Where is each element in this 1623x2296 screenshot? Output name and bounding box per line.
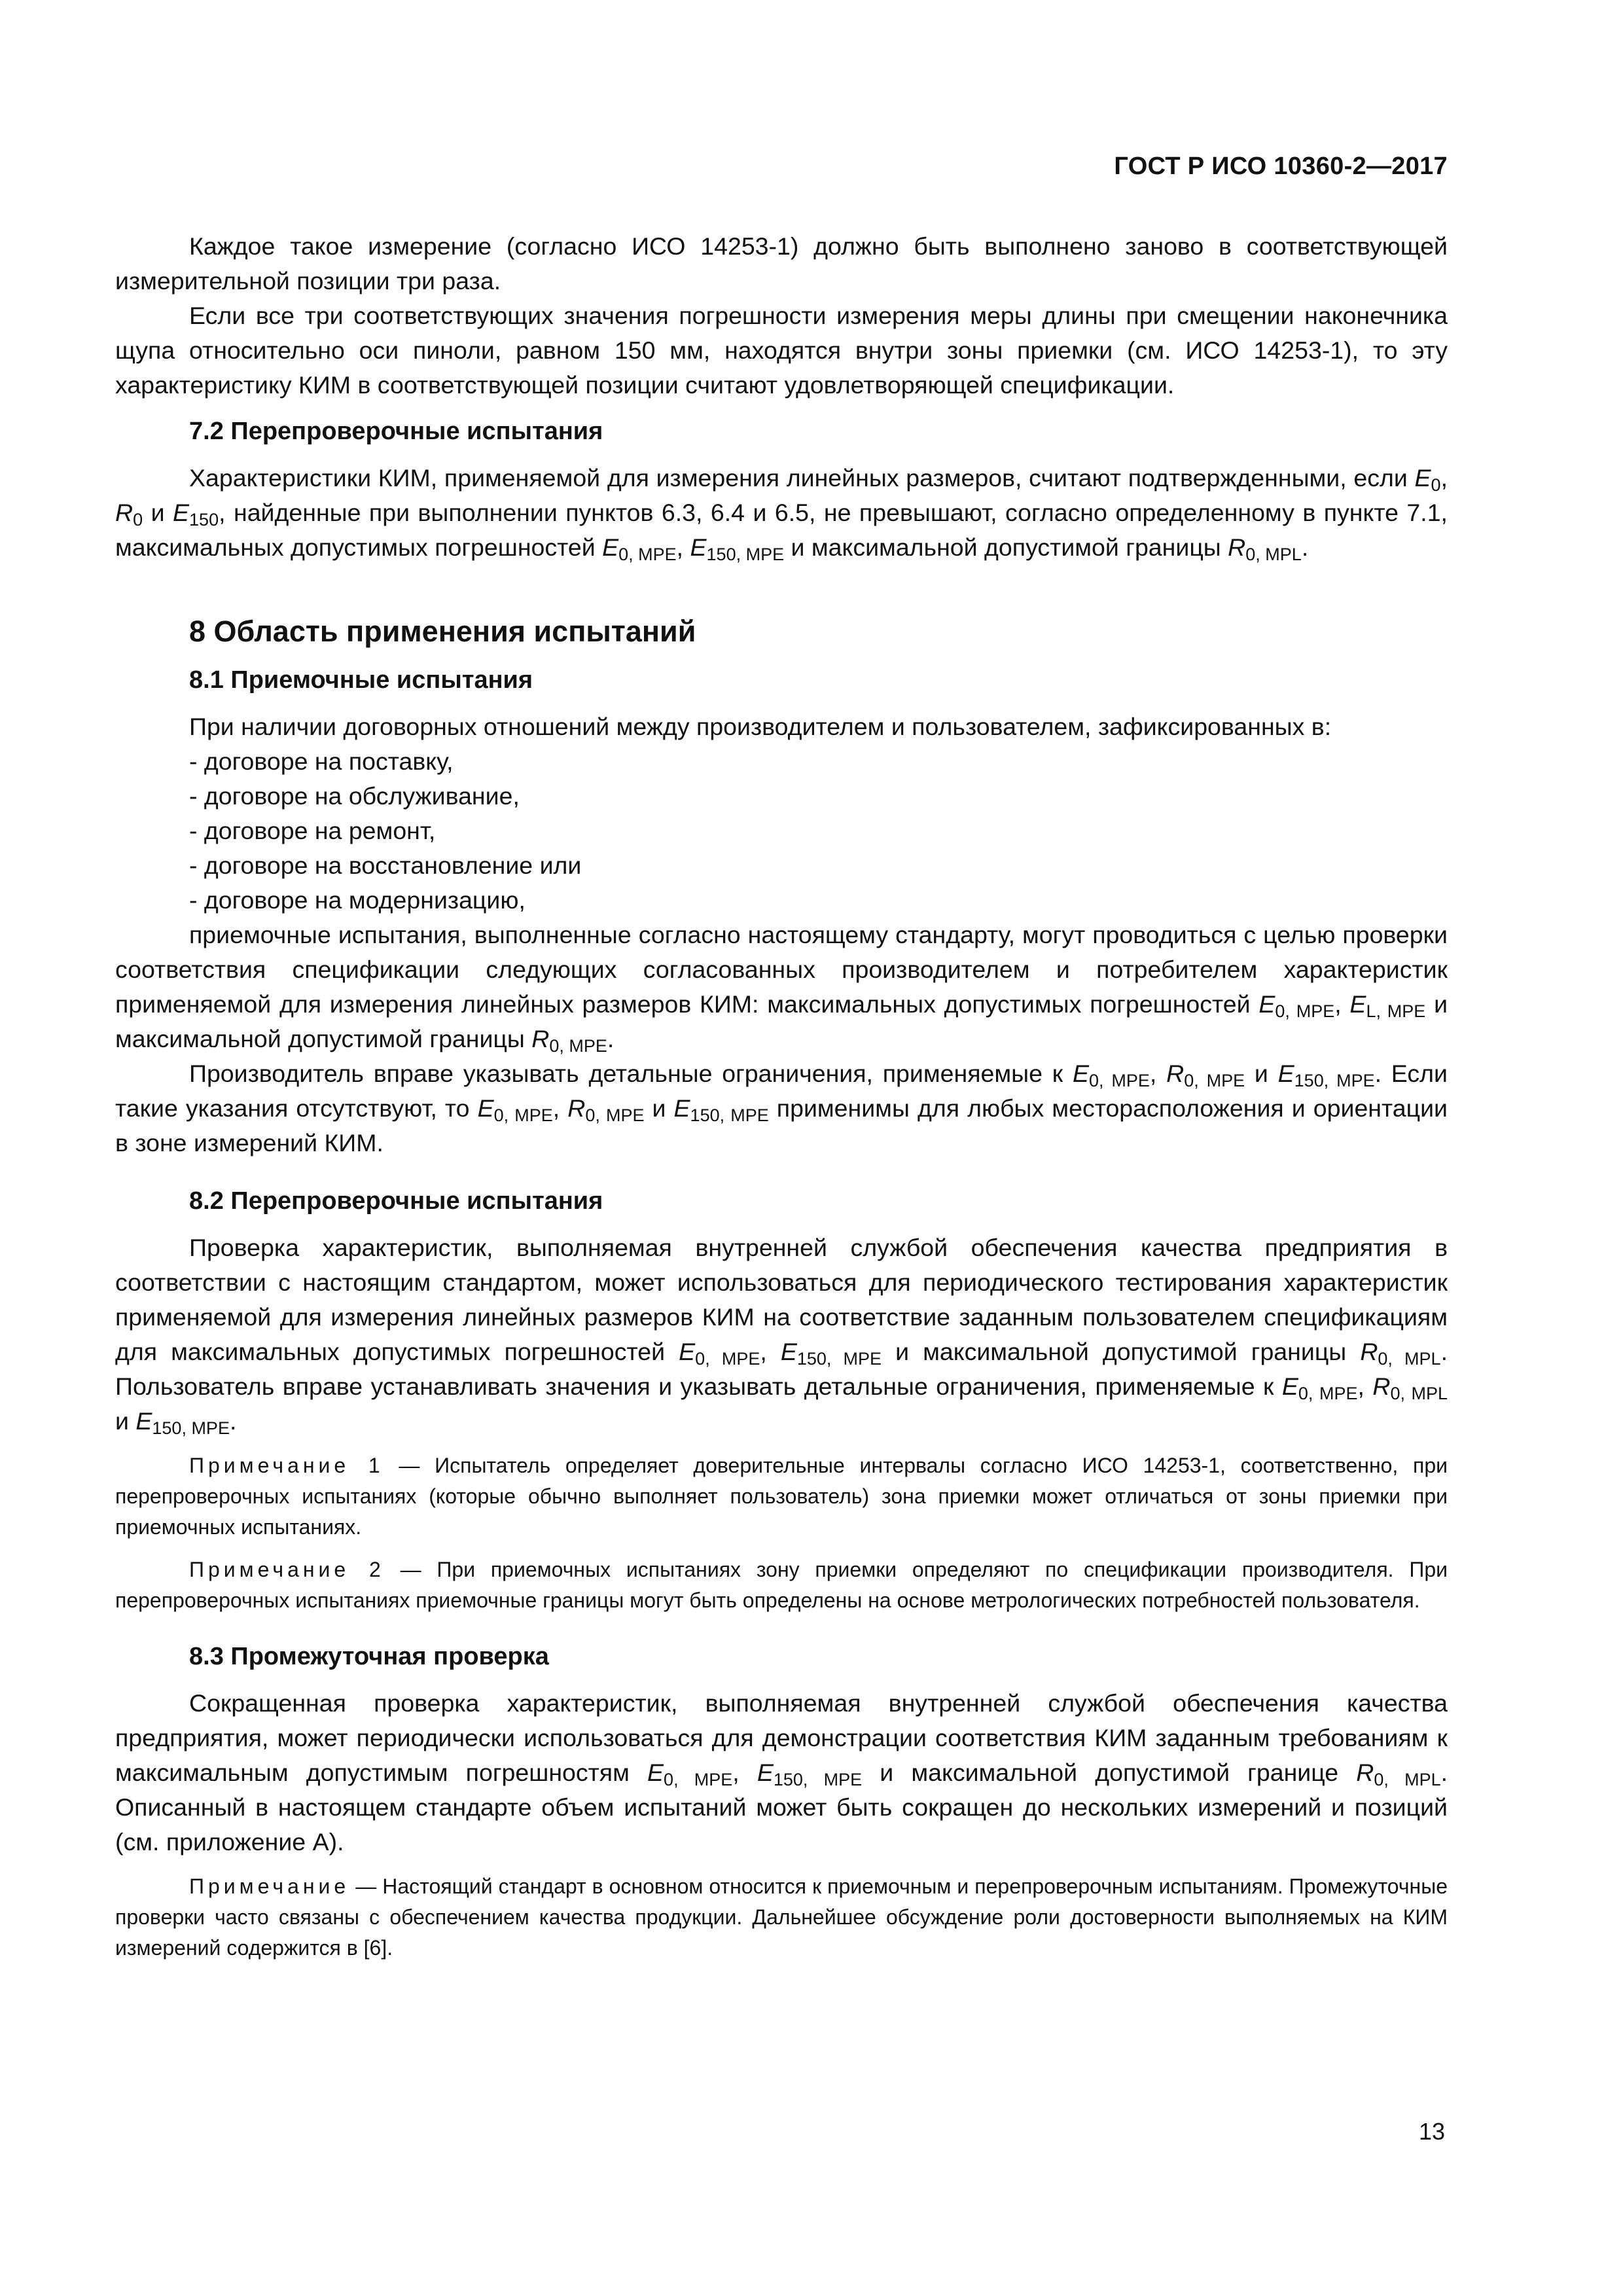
- page-number: 13: [1418, 2118, 1445, 2145]
- note-section-8-3: Примечание — Настоящий стандарт в основном относится к приемочным и перепроверочным испытаниям. Промежуточные проверки часто связаны с обеспечением качества продукции. Дальнейшее обсуждение роли достоверности выполняемых на КИМ измерений содержится в [6].: [115, 1874, 1448, 1960]
- section-8-1-paragraph-2: Производитель вправе указывать детальные ограничения, применяемые к $E_{0, MPE}$, $R_{0, MPE}$ и $E_{150, MPE}$. Если такие указания отсутствуют, то $E_{0, MPE}$, $R_{0, MPE}$ и $E_{150, MPE}$ применимы для любых месторасположения и ориентации в зоне измерений КИМ.: [115, 1060, 1448, 1157]
- list-item: - договоре на обслуживание,: [189, 782, 520, 810]
- intro-paragraph-1: Каждое такое измерение (согласно ИСО 14253-1) должно быть выполнено заново в соответствующей измерительной позиции три раза.: [115, 232, 1448, 295]
- list-item: - договоре на модернизацию,: [189, 886, 526, 914]
- section-8-2-paragraph: Проверка характеристик, выполняемая внутренней службой обеспечения качества предприятия в соответствии с настоящим стандартом, может использоваться для периодического тестирования характеристик применяемой для измерения линейных размеров КИМ на соответствие заданным пользователем спецификациям для максимальных допустимых погрешностей $E_{0, MPE}$, $E_{150, MPE}$ и максимальной допустимой границы $R_{0, MPL}$. Пользователь вправе устанавливать значения и указывать детальные ограничения, применяемые к $E_{0, MPE}$, $R_{0, MPL}$ и $E_{150, MPE}$.: [115, 1234, 1448, 1438]
- section-8-1-paragraph-1: приемочные испытания, выполненные согласно настоящему стандарту, могут проводиться с целью проверки соответствия спецификации следующих согласованных производителем и потребителем характеристик применяемой для измерения линейных размеров КИМ: максимальных допустимых погрешностей $E_{0, MPE}$, $E_{L, MPE}$ и максимальной допустимой границы $R_{0, MPE}$.: [115, 921, 1448, 1056]
- section-7-2-paragraph: Характеристики КИМ, применяемой для измерения линейных размеров, считают подтвержденными, если $E_0$, $R_0$ и $E_{150}$, найденные при выполнении пунктов 6.3, 6.4 и 6.5, не превышают, согласно определенному в пункте 7.1, максимальных допустимых погрешностей $E_{0, MPE}$, $E_{150, MPE}$ и максимальной допустимой границы $R_{0, MPL}$.: [115, 464, 1448, 564]
- note-2: Примечание 2 — При приемочных испытаниях зону приемки определяют по спецификации производителя. При перепроверочных испытаниях приемочные границы могут быть определены на основе метрологических потребностей пользователя.: [115, 1558, 1448, 1612]
- section-8-3-title: 8.3 Промежуточная проверка: [189, 1643, 549, 1670]
- page-content: [115, 131, 1448, 1964]
- section-7-2-title: 7.2 Перепроверочные испытания: [189, 418, 603, 445]
- list-item: - договоре на поставку,: [189, 747, 454, 775]
- intro-paragraph-2: Если все три соответствующих значения погрешности измерения меры длины при смещении наконечника щупа относительно оси пиноли, равном 150 мм, находятся внутри зоны приемки (см. ИСО 14253-1), то эту характеристику КИМ в соответствующей позиции считают удовлетворяющей спецификации.: [115, 302, 1448, 399]
- section-8-1-lead: При наличии договорных отношений между производителем и пользователем, зафиксированных в:: [189, 713, 1332, 740]
- section-8-1-title: 8.1 Приемочные испытания: [189, 666, 533, 694]
- note-1: Примечание 1 — Испытатель определяет доверительные интервалы согласно ИСО 14253-1, соответственно, при перепроверочных испытаниях (которые обычно выполняет пользователь) зона приемки может отличаться от зоны приемки при приемочных испытаниях.: [115, 1454, 1448, 1539]
- section-8-2-title: 8.2 Перепроверочные испытания: [189, 1187, 603, 1215]
- standard-header: ГОСТ Р ИСО 10360-2—2017: [1114, 152, 1448, 180]
- list-item: - договоре на восстановление или: [189, 852, 582, 879]
- list-item: - договоре на ремонт,: [189, 817, 436, 844]
- section-8-title: 8 Область применения испытаний: [189, 615, 696, 648]
- section-8-3-paragraph: Сокращенная проверка характеристик, выполняемая внутренней службой обеспечения качества предприятия, может периодически использоваться для демонстрации соответствия КИМ заданным требованиям к максимальным допустимым погрешностям $E_{0, MPE}$, $E_{150, MPE}$ и максимальной допустимой границе $R_{0, MPL}$. Описанный в настоящем стандарте объем испытаний может быть сокращен до нескольких измерений и позиций (см. приложение А).: [115, 1689, 1448, 1856]
